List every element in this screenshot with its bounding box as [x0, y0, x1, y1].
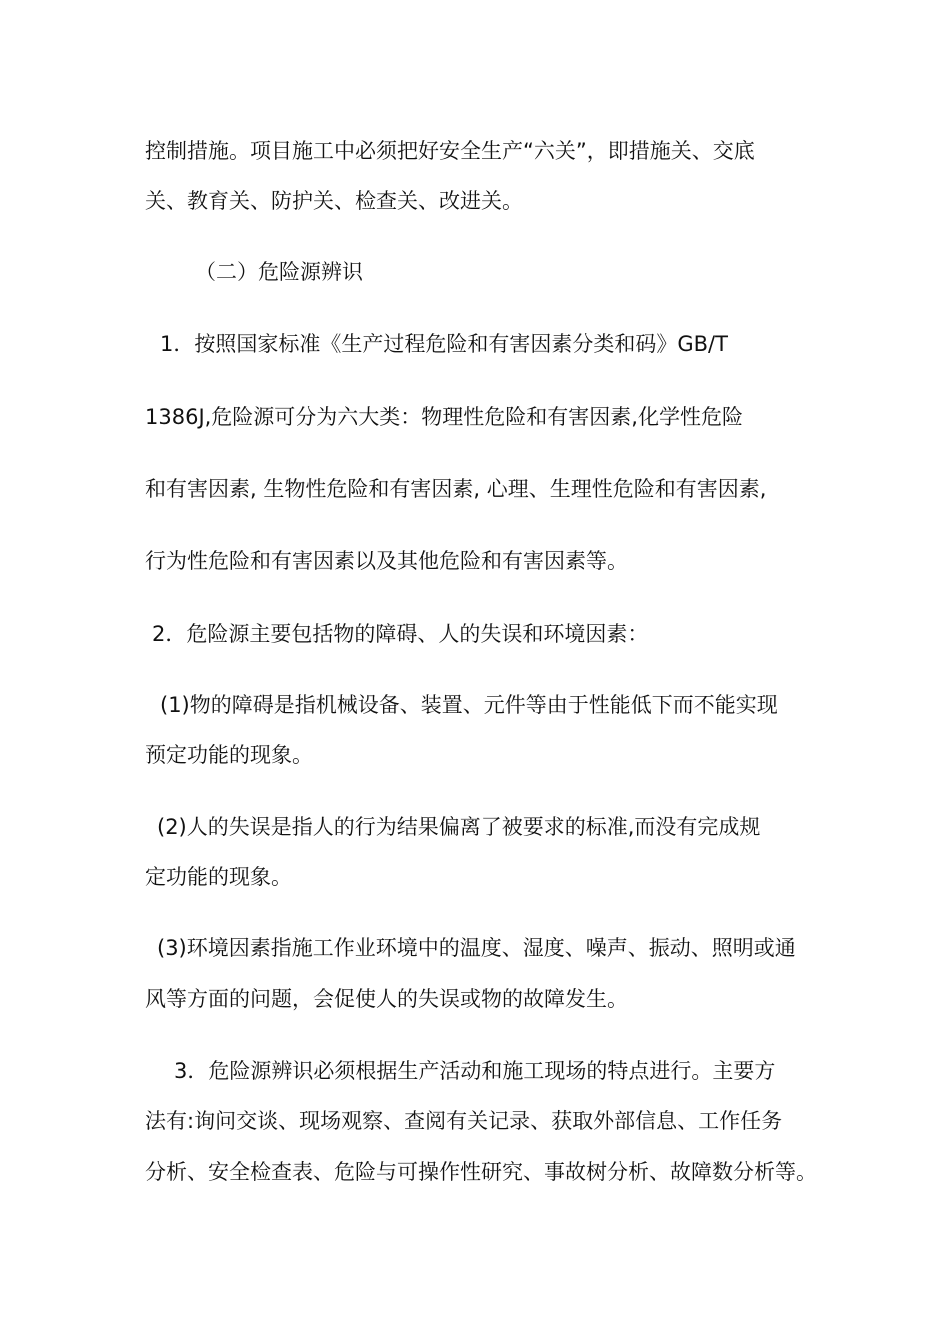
paragraph-line: 3．危险源辨识必须根据生产活动和施工现场的特点进行。主要方	[174, 1059, 776, 1083]
paragraph-line: (1)物的障碍是指机械设备、装置、元件等由于性能低下而不能实现	[160, 693, 778, 717]
paragraph-line: 1．按照国家标准《生产过程危险和有害因素分类和码》GB/T	[160, 332, 728, 356]
paragraph-line: (2)人的失误是指人的行为结果偏离了被要求的标准,而没有完成规	[157, 815, 761, 839]
paragraph-line: 法有:询问交谈、现场观察、查阅有关记录、获取外部信息、工作任务	[145, 1109, 783, 1133]
paragraph-line: (3)环境因素指施工作业环境中的温度、湿度、噪声、振动、照明或通	[157, 936, 796, 960]
paragraph-line: 和有害因素, 生物性危险和有害因素, 心理、生理性危险和有害因素,	[145, 477, 767, 501]
paragraph-line: 定功能的现象。	[145, 865, 292, 889]
paragraph-line: 关、教育关、防护关、检查关、改进关。	[145, 189, 523, 213]
paragraph-line: 分析、安全检查表、危险与可操作性研究、事故树分析、故障数分析等。	[145, 1160, 817, 1184]
paragraph-line: 预定功能的现象。	[145, 743, 313, 767]
paragraph-line: 风等方面的问题，会促使人的失误或物的故障发生。	[145, 987, 628, 1011]
paragraph-line: 行为性危险和有害因素以及其他危险和有害因素等。	[145, 549, 628, 573]
paragraph-line: 控制措施。项目施工中必须把好安全生产“六关”，即措施关、交底	[145, 139, 755, 163]
paragraph-line: 1386J,危险源可分为六大类：物理性危险和有害因素,化学性危险	[145, 405, 743, 429]
section-heading: （二）危险源辨识	[195, 260, 363, 284]
paragraph-line: 2．危险源主要包括物的障碍、人的失误和环境因素：	[152, 622, 649, 646]
